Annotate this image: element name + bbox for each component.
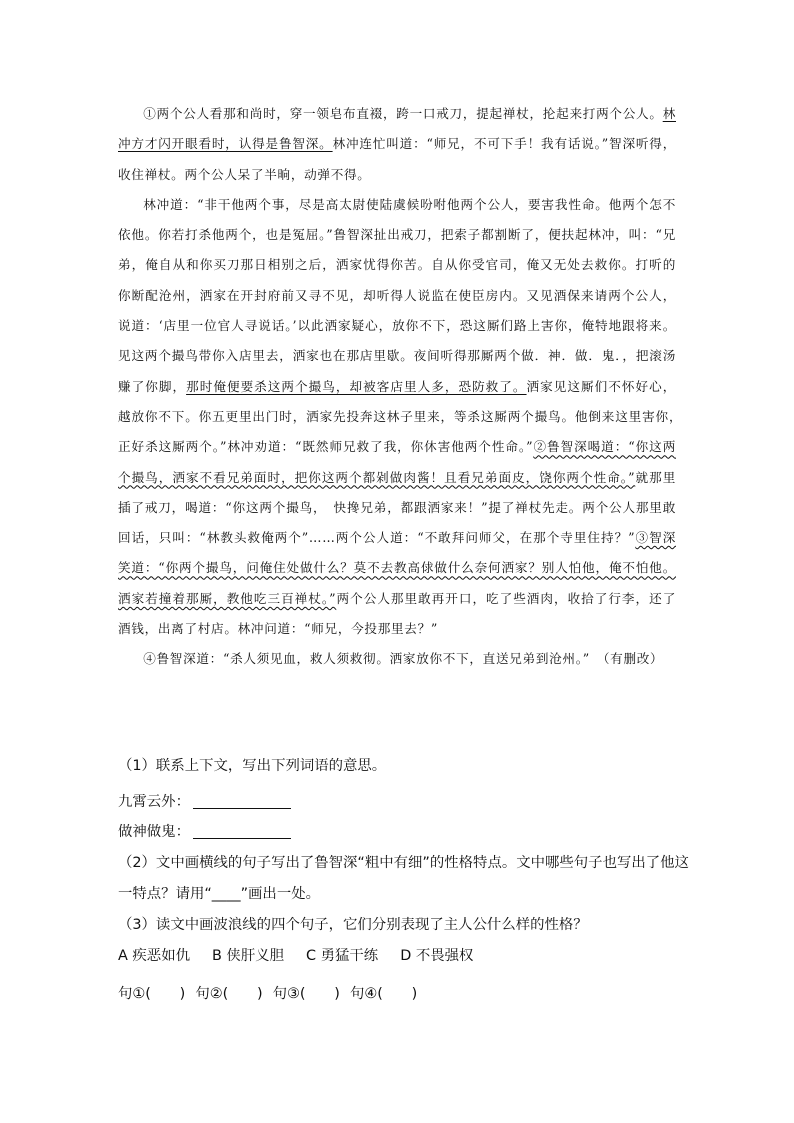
wavy-underlined-sentence-4: ④鲁智深道：“杀人须见血，救人须救彻。洒家放你不下，直送兄弟到沧州。” <box>143 651 590 667</box>
question-3: （3）读文中画波浪线的四个句子，它们分别表现了主人公什么样的性格？ <box>118 917 588 933</box>
passage-text: 两个公人那里敢再开口，吃了些酒肉，收拾了行李，还了酒钱，出离了村店。林冲问道：“师兄，今投那里去？” <box>118 590 676 637</box>
reading-passage <box>118 99 690 675</box>
source-note: （有删改） <box>589 651 664 667</box>
passage-text: ①两个公人看那和尚时，穿一领皂布直裰，跨一口戒刀，提起禅杖，抡起来打两个公人。 <box>143 106 663 121</box>
sentence-answer-row <box>118 982 427 1003</box>
sentence-3-answer[interactable]: 句③( ) <box>272 986 340 1002</box>
option-c: C 勇猛干练 <box>306 948 379 964</box>
question-2-line-2: 一特点？请用“____”画出一处。 <box>118 886 320 902</box>
option-a: A 疾恶如仇 <box>118 948 190 964</box>
option-d: D 不畏强权 <box>400 948 474 964</box>
passage-text: 林冲道：“非干他两个事，尽是高太尉使陆虞候吩咐他两个公人，要害我性命。他两个怎不依他。你若打杀他两个，也是冤屈。”鲁智深扯出戒刀，把索子都割断了，便扶起林冲，叫：“兄弟，俺自从和你买刀那日相别之后，洒家忧得你苦。自从你受官司，俺又无处去救你。打听的你断配沧州，洒家在开封府前又寻不见，却听得人说监在使臣房内。又见酒保来请两个公人，说道：‘店里一位官人寻说话。’以此洒家疑心，放你不下，恐这厮们路上害你，俺特地跟将来。见这两个撮鸟带你入店里去，洒家也在那店里歇。夜间听得那厮两个做．神．做．鬼．，把滚汤赚了你脚， <box>118 196 676 394</box>
term-label: 九霄云外： <box>118 794 190 810</box>
option-list <box>118 944 495 965</box>
answer-blank-1[interactable] <box>193 794 291 809</box>
question-2-line-1: （2）文中画横线的句子写出了鲁智深“粗中有细”的性格特点。文中哪些句子也写出了他这 <box>118 855 689 871</box>
passage-paragraph-1 <box>118 99 676 190</box>
wavy-underlined-sentence-3: ③智深笑道：“你两个撮鸟，问俺住处做什么？莫不去教高俅做什么奈何洒家？别人怕他，俺不怕他。洒家若撞着那厮，教他吃三百禅杖。” <box>118 530 676 606</box>
passage-text: 就那里插了戒刀，喝道：“你这两个撮鸟， 快搀兄弟，都跟洒家来！”提了禅杖先走。两个公人那里敢回话，只叫：“林教头救俺两个”……两个公人道：“不敢拜问师父，在那个寺里住持？” <box>118 469 676 546</box>
sentence-2-answer[interactable]: 句②( ) <box>195 986 263 1002</box>
answer-blank-2[interactable] <box>193 824 291 839</box>
passage-text: 洒家见这厮们不怀好心，越放你不下。你五更里出门时，洒家先投奔这林子里来，等杀这厮两个撮鸟。他倒来这里害你， 正好杀这厮两个。”林冲劝道：“既然师兄救了我，你休害他两个性命。” <box>118 378 690 455</box>
term-row-2 <box>118 820 291 841</box>
passage-paragraph-3 <box>118 644 676 674</box>
straight-underlined-sentence: 林冲方才闪开眼看时，认得是鲁智深。 <box>118 106 676 152</box>
sentence-1-answer[interactable]: 句①( ) <box>118 986 186 1002</box>
term-row-1 <box>118 790 291 811</box>
question-1: （1）联系上下文，写出下列词语的意思。 <box>118 758 387 774</box>
passage-text: 林冲连忙叫道：“师兄，不可下手！我有话说。”智深听得，收住禅杖。两个公人呆了半晌，动弹不得。 <box>118 136 676 182</box>
passage-paragraph-2 <box>118 190 690 644</box>
sentence-4-answer[interactable]: 句④( ) <box>349 986 418 1002</box>
option-b: B 侠肝义胆 <box>211 948 284 964</box>
straight-underlined-sentence: 那时俺便要杀这两个撮鸟，却被客店里人多，恐防救了。 <box>186 378 527 394</box>
term-label: 做神做鬼： <box>118 824 190 840</box>
wavy-underlined-sentence-2: ②鲁智深喝道：“你这两个撮鸟，洒家不看兄弟面时，把你这两个都剁做肉酱！且看兄弟面皮，饶你两个性命。” <box>118 439 676 485</box>
